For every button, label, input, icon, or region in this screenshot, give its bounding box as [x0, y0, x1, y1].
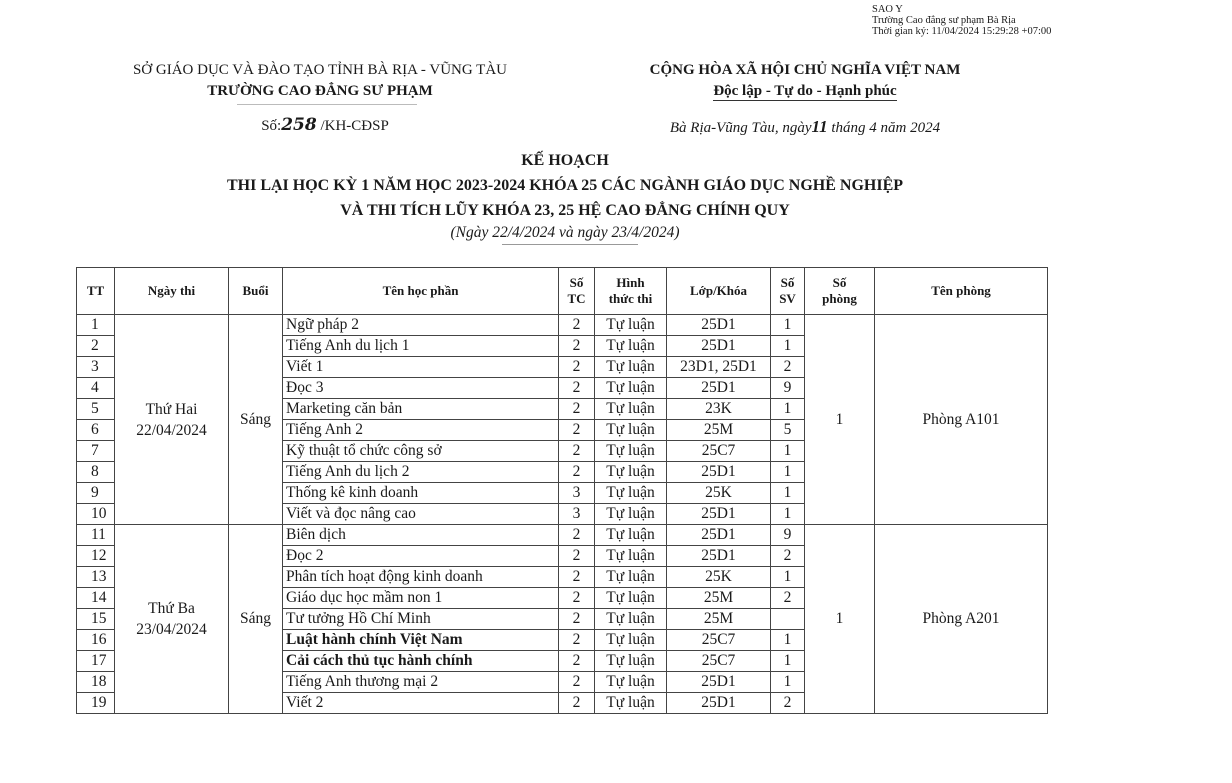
cell-form: Tự luận: [595, 378, 667, 399]
exam-schedule-table: [76, 267, 1048, 714]
cell-tt: 14: [77, 588, 115, 609]
cell-course: Giáo dục học mầm non 1: [283, 588, 559, 609]
cell-course: Viết 2: [283, 693, 559, 714]
cell-students: 1: [771, 315, 805, 336]
cell-credits: 2: [559, 588, 595, 609]
table-row: [77, 315, 1048, 336]
cell-tt: 12: [77, 546, 115, 567]
cell-students: 1: [771, 504, 805, 525]
cell-students: 1: [771, 651, 805, 672]
cell-class: 25D1: [667, 525, 771, 546]
cell-course: Đọc 2: [283, 546, 559, 567]
header-form-l2: thức thi: [608, 291, 653, 306]
handwritten-day: 11: [811, 117, 828, 136]
cell-tt: 1: [77, 315, 115, 336]
cell-class: 25D1: [667, 462, 771, 483]
signature-line-1: SAO Y: [872, 4, 903, 15]
cell-students: 1: [771, 567, 805, 588]
cell-tt: 15: [77, 609, 115, 630]
cell-students: 2: [771, 693, 805, 714]
cell-tt: 8: [77, 462, 115, 483]
cell-form: Tự luận: [595, 609, 667, 630]
cell-students: 5: [771, 420, 805, 441]
cell-form: Tự luận: [595, 588, 667, 609]
cell-credits: 3: [559, 504, 595, 525]
header-students-l1: Số: [780, 275, 795, 290]
header-rooms-l1: Số: [832, 275, 847, 290]
signature-line-3: Thời gian ký: 11/04/2024 15:29:28 +07:00: [872, 26, 1052, 37]
cell-credits: 2: [559, 630, 595, 651]
cell-form: Tự luận: [595, 462, 667, 483]
cell-tt: 6: [77, 420, 115, 441]
cell-form: Tự luận: [595, 567, 667, 588]
cell-course: Đọc 3: [283, 378, 559, 399]
header-rooms-l2: phòng: [822, 291, 857, 306]
table-row: [77, 525, 1048, 546]
cell-course: Luật hành chính Việt Nam: [283, 630, 559, 651]
department-name: SỞ GIÁO DỤC VÀ ĐÀO TẠO TỈNH BÀ RỊA - VŨNG TÀU: [132, 62, 508, 78]
cell-course: Viết 1: [283, 357, 559, 378]
header-students: [771, 268, 805, 315]
cell-credits: 2: [559, 693, 595, 714]
cell-form: Tự luận: [595, 630, 667, 651]
header-tt: TT: [77, 268, 115, 315]
cell-tt: 3: [77, 357, 115, 378]
header-course: Tên học phần: [283, 268, 559, 315]
cell-session: Sáng: [229, 315, 283, 525]
cell-students: 1: [771, 399, 805, 420]
exam-day: Thứ Hai: [145, 400, 198, 418]
cell-course: Cải cách thủ tục hành chính: [283, 651, 559, 672]
title-dates: (Ngày 22/4/2024 và ngày 23/4/2024): [450, 224, 680, 241]
cell-course: Tiếng Anh du lịch 2: [283, 462, 559, 483]
cell-form: Tự luận: [595, 546, 667, 567]
cell-course: Kỹ thuật tổ chức công sở: [283, 441, 559, 462]
cell-class: 25M: [667, 609, 771, 630]
document-number: [200, 115, 450, 135]
header-session: Buổi: [229, 268, 283, 315]
cell-students: 2: [771, 546, 805, 567]
cell-credits: 2: [559, 546, 595, 567]
cell-students: 1: [771, 441, 805, 462]
exam-date: 23/04/2024: [136, 621, 207, 638]
cell-credits: 2: [559, 399, 595, 420]
motto: Độc lập - Tự do - Hạnh phúc: [713, 83, 897, 99]
header-rooms: [805, 268, 875, 315]
cell-class: 25M: [667, 420, 771, 441]
title-divider: [502, 244, 638, 245]
cell-students: 2: [771, 357, 805, 378]
cell-class: 25C7: [667, 630, 771, 651]
cell-tt: 19: [77, 693, 115, 714]
title-line-1: KẾ HOẠCH: [521, 152, 609, 169]
cell-class: 25D1: [667, 672, 771, 693]
place-date-after: tháng 4 năm 2024: [831, 120, 941, 136]
cell-room-count: 1: [805, 525, 875, 714]
cell-tt: 4: [77, 378, 115, 399]
doc-number-suffix: /KH-CĐSP: [316, 118, 389, 134]
cell-tt: 7: [77, 441, 115, 462]
cell-form: Tự luận: [595, 693, 667, 714]
cell-students: 1: [771, 336, 805, 357]
cell-tt: 2: [77, 336, 115, 357]
cell-class: 23K: [667, 399, 771, 420]
cell-class: 25C7: [667, 651, 771, 672]
cell-course: Ngữ pháp 2: [283, 315, 559, 336]
cell-class: 25D1: [667, 693, 771, 714]
document-title: [100, 148, 1030, 243]
cell-course: Viết và đọc nâng cao: [283, 504, 559, 525]
cell-credits: 2: [559, 525, 595, 546]
cell-course: Thống kê kinh doanh: [283, 483, 559, 504]
header-students-l2: SV: [779, 291, 796, 306]
cell-room-name: Phòng A201: [875, 525, 1048, 714]
cell-credits: 2: [559, 462, 595, 483]
cell-students: [771, 609, 805, 630]
header-divider: [237, 104, 417, 105]
cell-students: 1: [771, 462, 805, 483]
cell-tt: 9: [77, 483, 115, 504]
header-form: [595, 268, 667, 315]
cell-students: 9: [771, 378, 805, 399]
header-credits: [559, 268, 595, 315]
cell-credits: 2: [559, 672, 595, 693]
title-line-2: THI LẠI HỌC KỲ 1 NĂM HỌC 2023-2024 KHÓA 25 CÁC NGÀNH GIÁO DỤC NGHỀ NGHIỆP: [226, 177, 904, 194]
cell-form: Tự luận: [595, 357, 667, 378]
cell-form: Tự luận: [595, 672, 667, 693]
cell-exam-date: [115, 525, 229, 714]
school-name: TRƯỜNG CAO ĐẲNG SƯ PHẠM: [207, 83, 433, 99]
cell-credits: 2: [559, 357, 595, 378]
cell-credits: 2: [559, 336, 595, 357]
cell-credits: 2: [559, 651, 595, 672]
header-room-name: Tên phòng: [875, 268, 1048, 315]
cell-tt: 16: [77, 630, 115, 651]
cell-exam-date: [115, 315, 229, 525]
header-credits-l2: TC: [567, 291, 586, 306]
header-credits-l1: Số: [569, 275, 584, 290]
cell-room-count: 1: [805, 315, 875, 525]
cell-credits: 2: [559, 315, 595, 336]
cell-students: 1: [771, 672, 805, 693]
place-date-before: Bà Rịa-Vũng Tàu, ngày: [669, 120, 812, 136]
national-motto: [590, 60, 1020, 102]
header-class: Lớp/Khóa: [667, 268, 771, 315]
cell-tt: 11: [77, 525, 115, 546]
national-name: CỘNG HÒA XÃ HỘI CHỦ NGHĨA VIỆT NAM: [649, 62, 961, 78]
exam-day: Thứ Ba: [148, 600, 195, 617]
cell-form: Tự luận: [595, 399, 667, 420]
issuing-authority: [60, 60, 580, 102]
cell-room-name: Phòng A101: [875, 315, 1048, 525]
cell-credits: 2: [559, 420, 595, 441]
cell-form: Tự luận: [595, 441, 667, 462]
place-and-date: [600, 117, 1010, 137]
cell-course: Tiếng Anh 2: [283, 420, 559, 441]
exam-date: 22/04/2024: [136, 421, 207, 439]
cell-students: 1: [771, 630, 805, 651]
cell-students: 2: [771, 588, 805, 609]
cell-credits: 2: [559, 609, 595, 630]
cell-tt: 10: [77, 504, 115, 525]
cell-session: Sáng: [229, 525, 283, 714]
cell-form: Tự luận: [595, 483, 667, 504]
header-date: Ngày thi: [115, 268, 229, 315]
cell-form: Tự luận: [595, 336, 667, 357]
cell-class: 23D1, 25D1: [667, 357, 771, 378]
cell-credits: 3: [559, 483, 595, 504]
cell-tt: 17: [77, 651, 115, 672]
cell-course: Tiếng Anh du lịch 1: [283, 336, 559, 357]
cell-form: Tự luận: [595, 315, 667, 336]
cell-credits: 2: [559, 441, 595, 462]
cell-form: Tự luận: [595, 420, 667, 441]
table-header-row: [77, 268, 1048, 315]
cell-credits: 2: [559, 567, 595, 588]
cell-students: 9: [771, 525, 805, 546]
cell-course: Phân tích hoạt động kinh doanh: [283, 567, 559, 588]
cell-course: Biên dịch: [283, 525, 559, 546]
signature-line-2: Trường Cao đẳng sư phạm Bà Rịa: [872, 15, 1016, 26]
cell-form: Tự luận: [595, 504, 667, 525]
cell-class: 25D1: [667, 336, 771, 357]
cell-form: Tự luận: [595, 651, 667, 672]
cell-class: 25D1: [667, 546, 771, 567]
doc-number-handwritten: 258: [281, 115, 317, 135]
doc-number-prefix: Số:: [261, 118, 282, 134]
digital-signature-block: [872, 4, 1051, 37]
cell-course: Marketing căn bản: [283, 399, 559, 420]
cell-class: 25C7: [667, 441, 771, 462]
cell-course: Tiếng Anh thương mại 2: [283, 672, 559, 693]
cell-class: 25D1: [667, 504, 771, 525]
cell-class: 25K: [667, 483, 771, 504]
cell-students: 1: [771, 483, 805, 504]
cell-class: 25M: [667, 588, 771, 609]
cell-class: 25D1: [667, 378, 771, 399]
cell-tt: 13: [77, 567, 115, 588]
cell-tt: 5: [77, 399, 115, 420]
cell-form: Tự luận: [595, 525, 667, 546]
cell-credits: 2: [559, 378, 595, 399]
cell-course: Tư tưởng Hồ Chí Minh: [283, 609, 559, 630]
header-form-l1: Hình: [616, 275, 645, 290]
cell-class: 25K: [667, 567, 771, 588]
title-line-3: VÀ THI TÍCH LŨY KHÓA 23, 25 HỆ CAO ĐẲNG CHÍNH QUY: [340, 202, 790, 219]
cell-tt: 18: [77, 672, 115, 693]
cell-class: 25D1: [667, 315, 771, 336]
